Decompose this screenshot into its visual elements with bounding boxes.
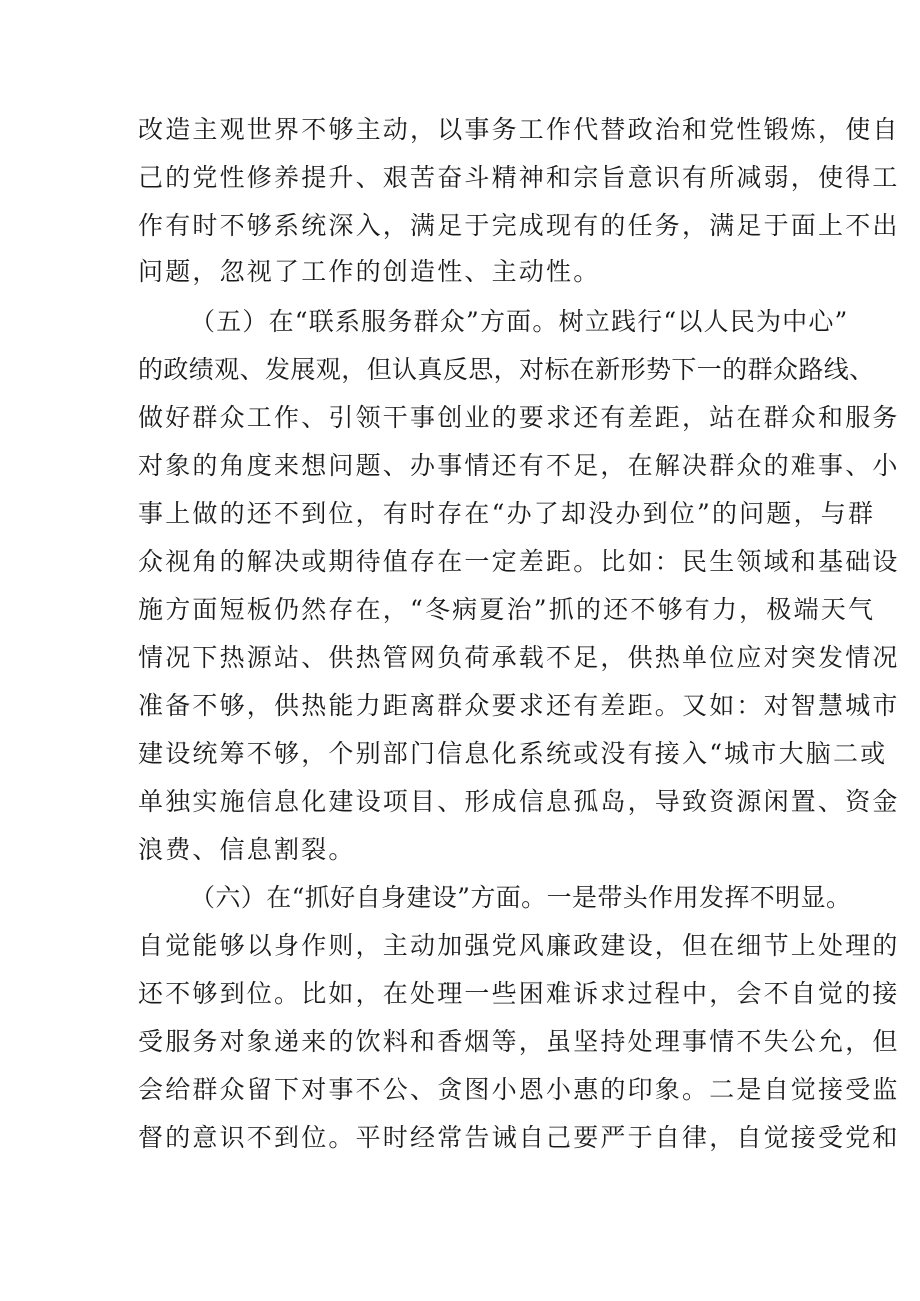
paragraph-line: 自觉能够以身作则，主动加强党风廉政建设，但在细节上处理的 [138,931,900,960]
paragraph-line: 问题，忽视了工作的创造性、主动性。 [138,257,601,286]
paragraph-line: 准备不够，供热能力距离群众要求还有差距。又如：对智慧城市 [138,691,900,720]
paragraph-line: 督的意识不到位。平时经常告诫自己要严于自律，自觉接受党和 [138,1123,900,1152]
paragraph-line: 还不够到位。比如，在处理一些困难诉求过程中，会不自觉的接 [138,979,900,1008]
paragraph-line: 的政绩观、发展观，但认真反思，对标在新形势下一的群众路线、 [138,355,875,384]
paragraph-line: 对象的角度来想问题、办事情还有不足，在解决群众的难事、小 [138,451,900,480]
paragraph-line: 己的党性修养提升、艰苦奋斗精神和宗旨意识有所减弱，使得工 [138,163,900,192]
paragraph-line: 改造主观世界不够主动，以事务工作代替政治和党性锻炼，使自 [138,115,900,144]
section-six-heading-line: （六）在“抓好自身建设”方面。一是带头作用发挥不明显。 [190,883,852,912]
paragraph-line: 受服务对象递来的饮料和香烟等，虽坚持处理事情不失公允，但 [138,1027,900,1056]
paragraph-line: 单独实施信息化建设项目、形成信息孤岛，导致资源闲置、资金 [138,787,900,816]
paragraph-line: 事上做的还不到位，有时存在“办了却没办到位”的问题，与群 [138,499,876,528]
paragraph-line: 做好群众工作、引领干事创业的要求还有差距，站在群众和服务 [138,403,900,432]
paragraph-line: 情况下热源站、供热管网负荷承载不足，供热单位应对突发情况 [138,643,900,672]
paragraph-line: 建设统筹不够，个别部门信息化系统或没有接入“城市大脑二或 [138,739,888,768]
paragraph-line: 施方面短板仍然存在，“冬病夏治”抓的还不够有力，极端天气 [138,595,876,624]
paragraph-line: 会给群众留下对事不公、贪图小恩小惠的印象。二是自觉接受监 [138,1075,900,1104]
paragraph-line: 众视角的解决或期待值存在一定差距。比如：民生领域和基础设 [138,547,900,576]
paragraph-line: 作有时不够系统深入，满足于完成现有的任务，满足于面上不出 [138,211,900,240]
section-five-heading-line: （五）在“联系服务群众”方面。树立践行“以人民为中心” [190,307,849,336]
paragraph-line: 浪费、信息割裂。 [138,835,356,864]
